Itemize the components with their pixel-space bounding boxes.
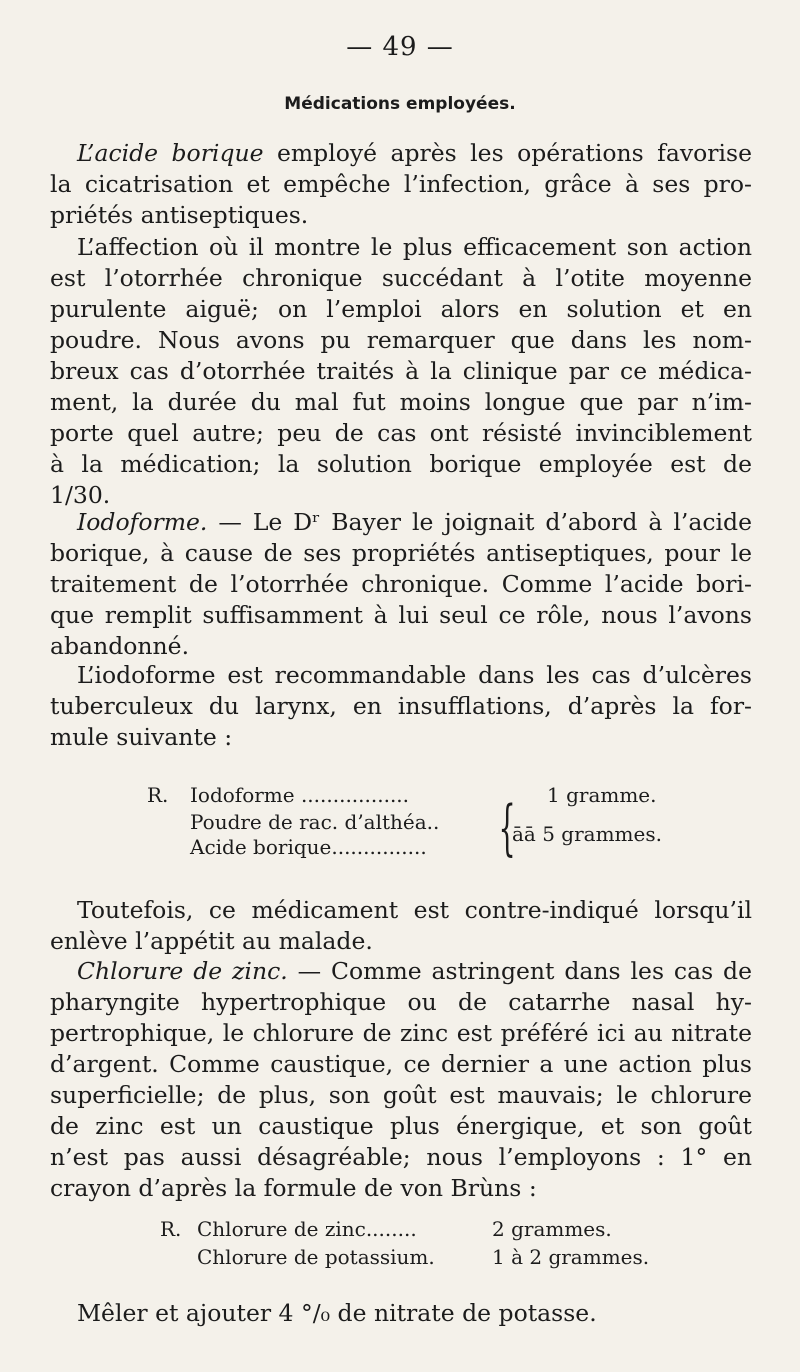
text-line: Chlorure de zinc. — Comme astringent dans les cas de	[77, 957, 753, 985]
text-line: priétés antiseptiques.	[50, 201, 309, 229]
text-line: porte quel autre; peu de cas ont résisté invinciblement	[50, 419, 752, 447]
text-line: de zinc est un caustique plus énergique, et son goût	[50, 1112, 752, 1140]
formula-chlorure-de-zinc	[0, 1216, 800, 1272]
paragraph-meler	[50, 1298, 752, 1329]
text-line: L’iodoforme est recommandable dans les cas d’ulcères	[77, 661, 752, 689]
paragraph-otorrhee	[50, 232, 752, 511]
text-line: Mêler et ajouter 4 °/₀ de nitrate de potasse.	[77, 1299, 597, 1327]
text-line: la cicatrisation et empêche l’infection, grâce à ses pro-	[50, 170, 752, 198]
paragraph-chlorure-de-zinc	[50, 956, 752, 1204]
text-line: L’affection où il montre le plus efficacement son action	[77, 233, 752, 261]
formula-iodoforme	[0, 782, 800, 862]
ingredient-quantity: 1 gramme.	[547, 783, 657, 807]
text-line: ment, la durée du mal fut moins longue que par n’im-	[50, 388, 752, 416]
text-line: breux cas d’otorrhée traités à la clinique par ce médica-	[50, 357, 752, 385]
term-iodoforme: Iodoforme.	[77, 508, 208, 536]
text-line: enlève l’appétit au malade.	[50, 927, 373, 955]
text-line: abandonné.	[50, 632, 190, 660]
text-line: crayon d’après la formule de von Brùns :	[50, 1174, 537, 1202]
page-number: — 49 —	[346, 32, 454, 62]
text-line: à la médication; la solution borique employée est de	[50, 450, 752, 478]
text-line: 1/30.	[50, 481, 111, 509]
brace-symbol: {	[498, 793, 516, 863]
paragraph-contre-indique	[50, 895, 752, 957]
ingredient-quantity: āā 5 grammes.	[512, 822, 662, 846]
paragraph-acide-borique	[50, 138, 752, 231]
ingredient-name: Chlorure de potassium.	[197, 1245, 435, 1269]
text-line: n’est pas aussi désagréable; nous l’employons : 1° en	[50, 1143, 752, 1171]
text-line: poudre. Nous avons pu remarquer que dans les nom-	[50, 326, 752, 354]
text-line: L’acide borique employé après les opérations favorise	[77, 139, 753, 167]
recipe-mark: R.	[147, 783, 169, 807]
text-line: est l’otorrhée chronique succédant à l’otite moyenne	[50, 264, 752, 292]
section-heading: Médications employées.	[284, 94, 516, 114]
recipe-mark: R.	[160, 1217, 182, 1241]
paragraph-iodoforme-larynx	[50, 660, 752, 753]
text-line: purulente aiguë; on l’emploi alors en solution et en	[50, 295, 752, 323]
text-line: Iodoforme. — Le Dʳ Bayer le joignait d’abord à l’acide	[77, 508, 752, 536]
text-line: tuberculeux du larynx, en insufflations, d’après la for-	[50, 692, 752, 720]
text-line: pertrophique, le chlorure de zinc est préféré ici au nitrate	[50, 1019, 752, 1047]
paragraph-iodoforme	[50, 507, 752, 662]
ingredient-name: Chlorure de zinc........	[197, 1217, 417, 1241]
text-line: superficielle; de plus, son goût est mauvais; le chlorure	[50, 1081, 752, 1109]
term-chlorure-de-zinc: Chlorure de zinc.	[77, 957, 288, 985]
ingredient-name: Poudre de rac. d’althéa..	[190, 810, 440, 834]
term-acide-borique: L’acide borique	[77, 139, 264, 167]
text-line: pharyngite hypertrophique ou de catarrhe nasal hy-	[50, 988, 752, 1016]
ingredient-name: Acide borique...............	[190, 835, 427, 859]
ingredient-quantity: 1 à 2 grammes.	[492, 1245, 650, 1269]
ingredient-name: Iodoforme .................	[190, 783, 410, 807]
text-line: d’argent. Comme caustique, ce dernier a une action plus	[50, 1050, 752, 1078]
text-line: que remplit suffisamment à lui seul ce rôle, nous l’avons	[50, 601, 752, 629]
ingredient-quantity: 2 grammes.	[492, 1217, 612, 1241]
text-line: mule suivante :	[50, 723, 233, 751]
text-line: Toutefois, ce médicament est contre-indiqué lorsqu’il	[77, 896, 752, 924]
text-line: borique, à cause de ses propriétés antiseptiques, pour le	[50, 539, 752, 567]
text-line: traitement de l’otorrhée chronique. Comme l’acide bori-	[50, 570, 752, 598]
